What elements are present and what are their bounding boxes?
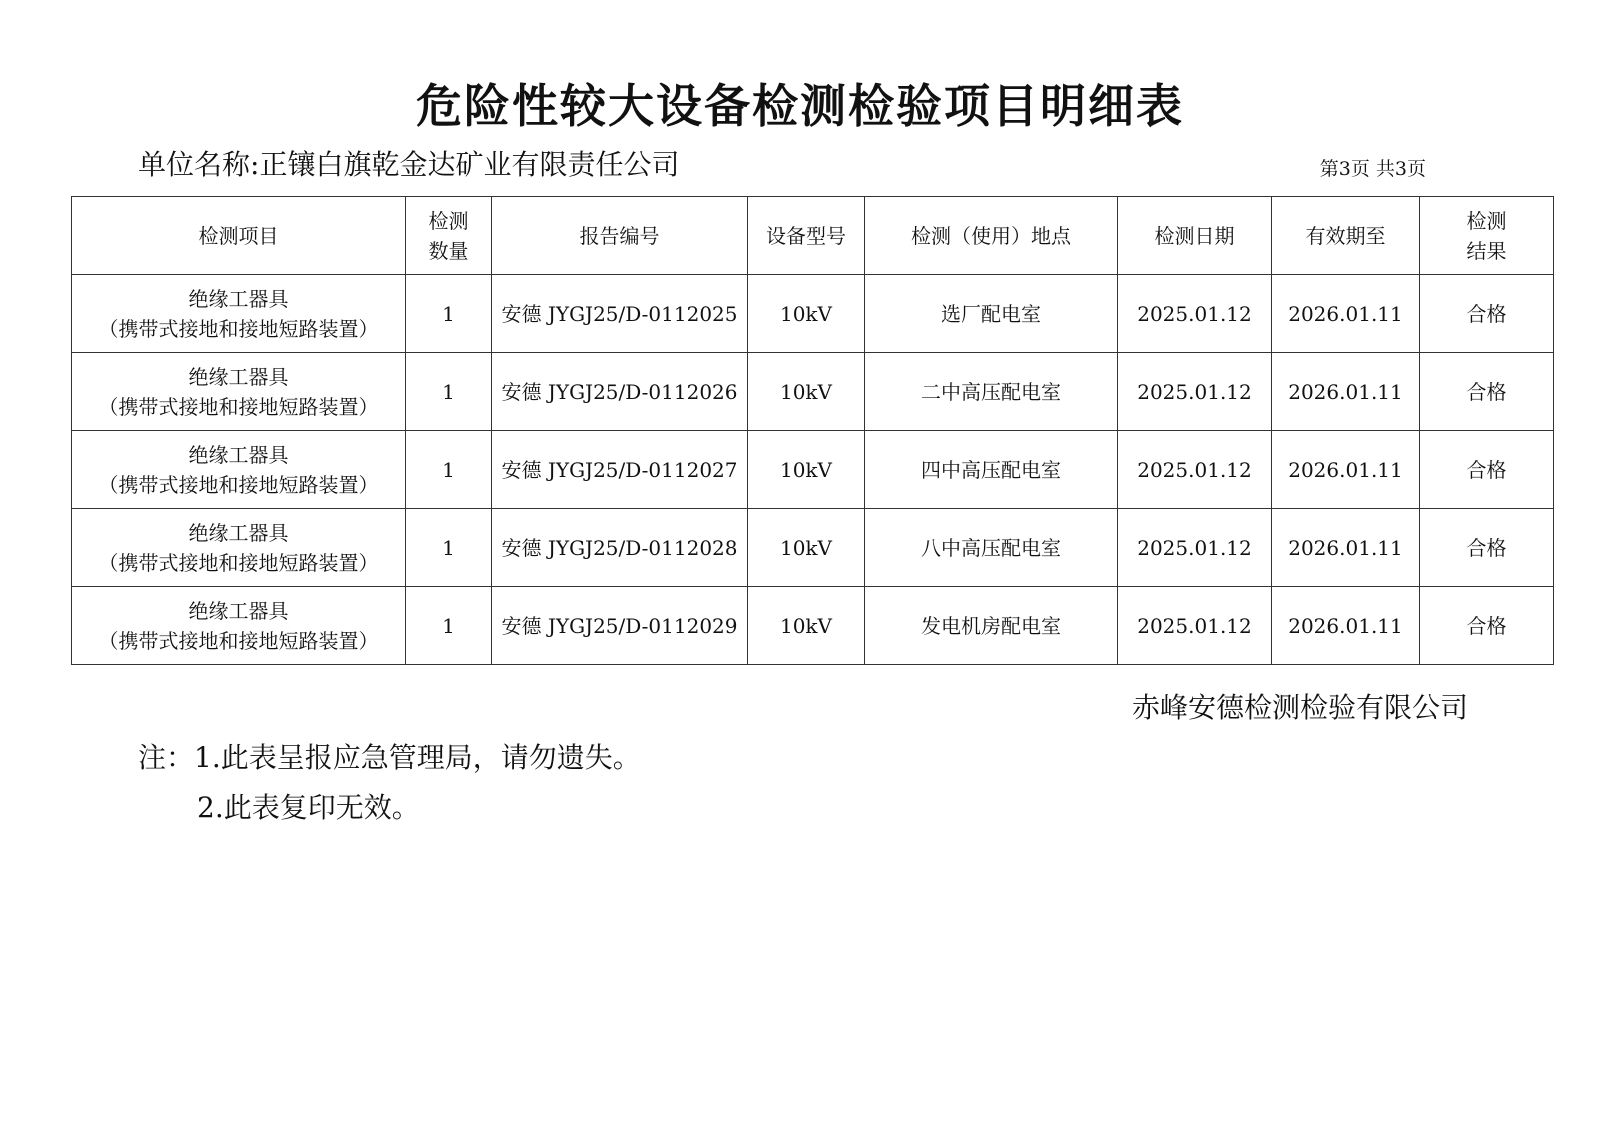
cell-result: 合格 [1420, 587, 1554, 665]
cell-item: 绝缘工器具 （携带式接地和接地短路装置） [72, 509, 406, 587]
header-equipment-model: 设备型号 [748, 197, 865, 275]
cell-equipment-model: 10kV [748, 431, 865, 509]
header-location: 检测（使用）地点 [865, 197, 1118, 275]
table-row [72, 587, 1554, 665]
cell-quantity: 1 [406, 431, 492, 509]
header-inspection-date: 检测日期 [1118, 197, 1272, 275]
table-row [72, 431, 1554, 509]
cell-inspection-date: 2025.01.12 [1118, 587, 1272, 665]
cell-result: 合格 [1420, 509, 1554, 587]
cell-report-number: 安德 JYGJ25/D-0112028 [492, 509, 748, 587]
note-1: 注：1.此表呈报应急管理局，请勿遗失。 [138, 741, 641, 774]
cell-location: 四中高压配电室 [865, 431, 1118, 509]
cell-valid-until: 2026.01.11 [1272, 587, 1420, 665]
cell-valid-until: 2026.01.11 [1272, 509, 1420, 587]
table-row [72, 509, 1554, 587]
cell-inspection-date: 2025.01.12 [1118, 431, 1272, 509]
table-header-row [72, 197, 1554, 275]
header-valid-until: 有效期至 [1272, 197, 1420, 275]
cell-item: 绝缘工器具 （携带式接地和接地短路装置） [72, 353, 406, 431]
unit-name-value: 正镶白旗乾金达矿业有限责任公司 [259, 148, 680, 181]
cell-inspection-date: 2025.01.12 [1118, 353, 1272, 431]
unit-name-label: 单位名称: [138, 148, 260, 181]
cell-quantity: 1 [406, 587, 492, 665]
cell-location: 发电机房配电室 [865, 587, 1118, 665]
unit-name-line [138, 145, 679, 185]
cell-equipment-model: 10kV [748, 275, 865, 353]
cell-equipment-model: 10kV [748, 587, 865, 665]
cell-item: 绝缘工器具 （携带式接地和接地短路装置） [72, 431, 406, 509]
issuing-company: 赤峰安德检测检验有限公司 [1131, 691, 1468, 724]
cell-equipment-model: 10kV [748, 353, 865, 431]
cell-location: 二中高压配电室 [865, 353, 1118, 431]
inspection-detail-table [71, 196, 1554, 665]
cell-inspection-date: 2025.01.12 [1118, 275, 1272, 353]
cell-valid-until: 2026.01.11 [1272, 431, 1420, 509]
page-number: 第3页 共3页 [1319, 158, 1426, 180]
cell-item: 绝缘工器具 （携带式接地和接地短路装置） [72, 275, 406, 353]
cell-inspection-date: 2025.01.12 [1118, 509, 1272, 587]
cell-report-number: 安德 JYGJ25/D-0112027 [492, 431, 748, 509]
cell-quantity: 1 [406, 509, 492, 587]
cell-result: 合格 [1420, 353, 1554, 431]
cell-valid-until: 2026.01.11 [1272, 275, 1420, 353]
table-row [72, 353, 1554, 431]
cell-result: 合格 [1420, 431, 1554, 509]
header-item: 检测项目 [72, 197, 406, 275]
cell-quantity: 1 [406, 353, 492, 431]
cell-report-number: 安德 JYGJ25/D-0112029 [492, 587, 748, 665]
cell-result: 合格 [1420, 275, 1554, 353]
page-title: 危险性较大设备检测检验项目明细表 [416, 79, 1184, 133]
note-2: 2.此表复印无效。 [197, 791, 420, 824]
cell-item: 绝缘工器具 （携带式接地和接地短路装置） [72, 587, 406, 665]
cell-equipment-model: 10kV [748, 509, 865, 587]
cell-valid-until: 2026.01.11 [1272, 353, 1420, 431]
cell-quantity: 1 [406, 275, 492, 353]
cell-report-number: 安德 JYGJ25/D-0112026 [492, 353, 748, 431]
cell-location: 选厂配电室 [865, 275, 1118, 353]
table-row [72, 275, 1554, 353]
cell-report-number: 安德 JYGJ25/D-0112025 [492, 275, 748, 353]
header-result: 检测 结果 [1420, 197, 1554, 275]
cell-location: 八中高压配电室 [865, 509, 1118, 587]
header-quantity: 检测 数量 [406, 197, 492, 275]
header-report-number: 报告编号 [492, 197, 748, 275]
